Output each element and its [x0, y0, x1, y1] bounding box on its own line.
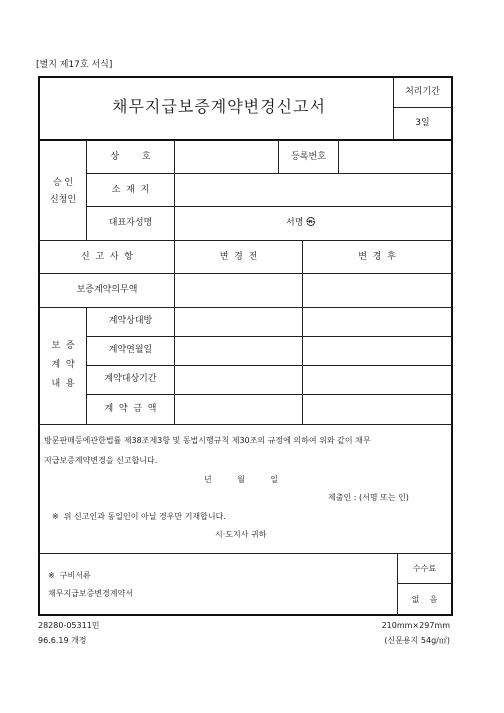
contract-date-label: 계약연월일 [108, 345, 153, 355]
frame-top [38, 76, 453, 78]
title-divider [393, 77, 394, 139]
processing-value: 3일 [415, 118, 430, 128]
applicant-row1-bottom [86, 173, 452, 174]
declaration-line-1: 방문판매등에관한법률 제38조제3항 및 동법시행규칙 제30조의 규정에 의하여 위와 같이 채무 [44, 436, 371, 445]
declaration-line-2: 지급보증계약변경을 신고합니다. [44, 456, 158, 465]
report-col-divider-1 [174, 240, 175, 308]
reg-number-label: 등록번호 [291, 152, 326, 162]
obligation-row-bottom [39, 307, 452, 308]
declaration-submitter: 제출인 : (서명 또는 인) [328, 493, 409, 502]
form-revision: 96.6.19 개정 [38, 636, 87, 645]
frame-right [451, 76, 453, 616]
form-id: [별지 제17호 서식] [36, 60, 113, 70]
required-docs-label: ※ 구비서류 [48, 571, 91, 580]
applicant-section-label-1: 승 인 [52, 178, 74, 188]
trade-name-label: 상 호 [110, 152, 151, 162]
content-section-label-1: 보 증 [51, 341, 75, 351]
report-col-divider-2 [302, 240, 303, 308]
declaration-note: ※ 위 신고인과 동일인이 아닐 경우만 기재합니다. [52, 512, 226, 521]
required-docs-item: 채무지급보증변경계약서 [48, 589, 134, 598]
form-code: 28280-05311민 [38, 621, 100, 630]
fee-value: 없 음 [411, 595, 438, 604]
contract-counterparty-label: 계약상대방 [108, 316, 153, 326]
content-row1-bottom [86, 336, 452, 337]
applicant-label-divider [174, 140, 175, 241]
col-before: 변 경 전 [219, 252, 258, 262]
representative-label: 대표자성명 [108, 218, 153, 228]
paper-size: 210mm×297mm [381, 621, 450, 630]
col-after: 변 경 후 [358, 252, 396, 262]
contract-amount-label: 계 약 금 액 [104, 404, 157, 414]
processing-divider [393, 107, 452, 108]
paper-type: (신문용지 54g/㎡) [384, 636, 450, 645]
declaration-bottom-line [39, 553, 452, 554]
declaration-recipient: 시·도지사 귀하 [215, 530, 267, 539]
declaration-date: 년 월 일 [204, 475, 279, 484]
content-row3-bottom [86, 394, 452, 395]
frame-bottom [38, 614, 453, 616]
processing-label: 처리기간 [405, 87, 440, 97]
col-report-item: 신 고 사 항 [81, 252, 133, 262]
fee-row-divider [397, 583, 452, 584]
applicant-row2-bottom [86, 206, 452, 207]
content-row2-bottom [86, 365, 452, 366]
title-bottom-line [39, 139, 452, 141]
signature-label: 서명 ㉿ [286, 218, 316, 228]
reg-label-right [338, 140, 339, 174]
content-bottom-line [39, 424, 452, 425]
content-col-divider-2 [302, 307, 303, 425]
content-section-label-2: 계 약 [51, 360, 75, 370]
content-col-divider-1 [174, 307, 175, 425]
guarantee-obligation-label: 보증계약의무액 [76, 285, 138, 295]
content-section-label-3: 내 용 [51, 379, 75, 389]
contract-period-label: 계약대상기간 [104, 374, 157, 384]
fee-label: 수수료 [412, 564, 437, 573]
address-label: 소 재 지 [111, 185, 150, 195]
applicant-bottom-line [39, 240, 452, 241]
form-title: 채무지급보증계약변경신고서 [112, 97, 326, 116]
fee-divider [397, 553, 398, 615]
applicant-section-label-2: 신청인 [49, 195, 77, 205]
report-header-bottom [39, 273, 452, 274]
